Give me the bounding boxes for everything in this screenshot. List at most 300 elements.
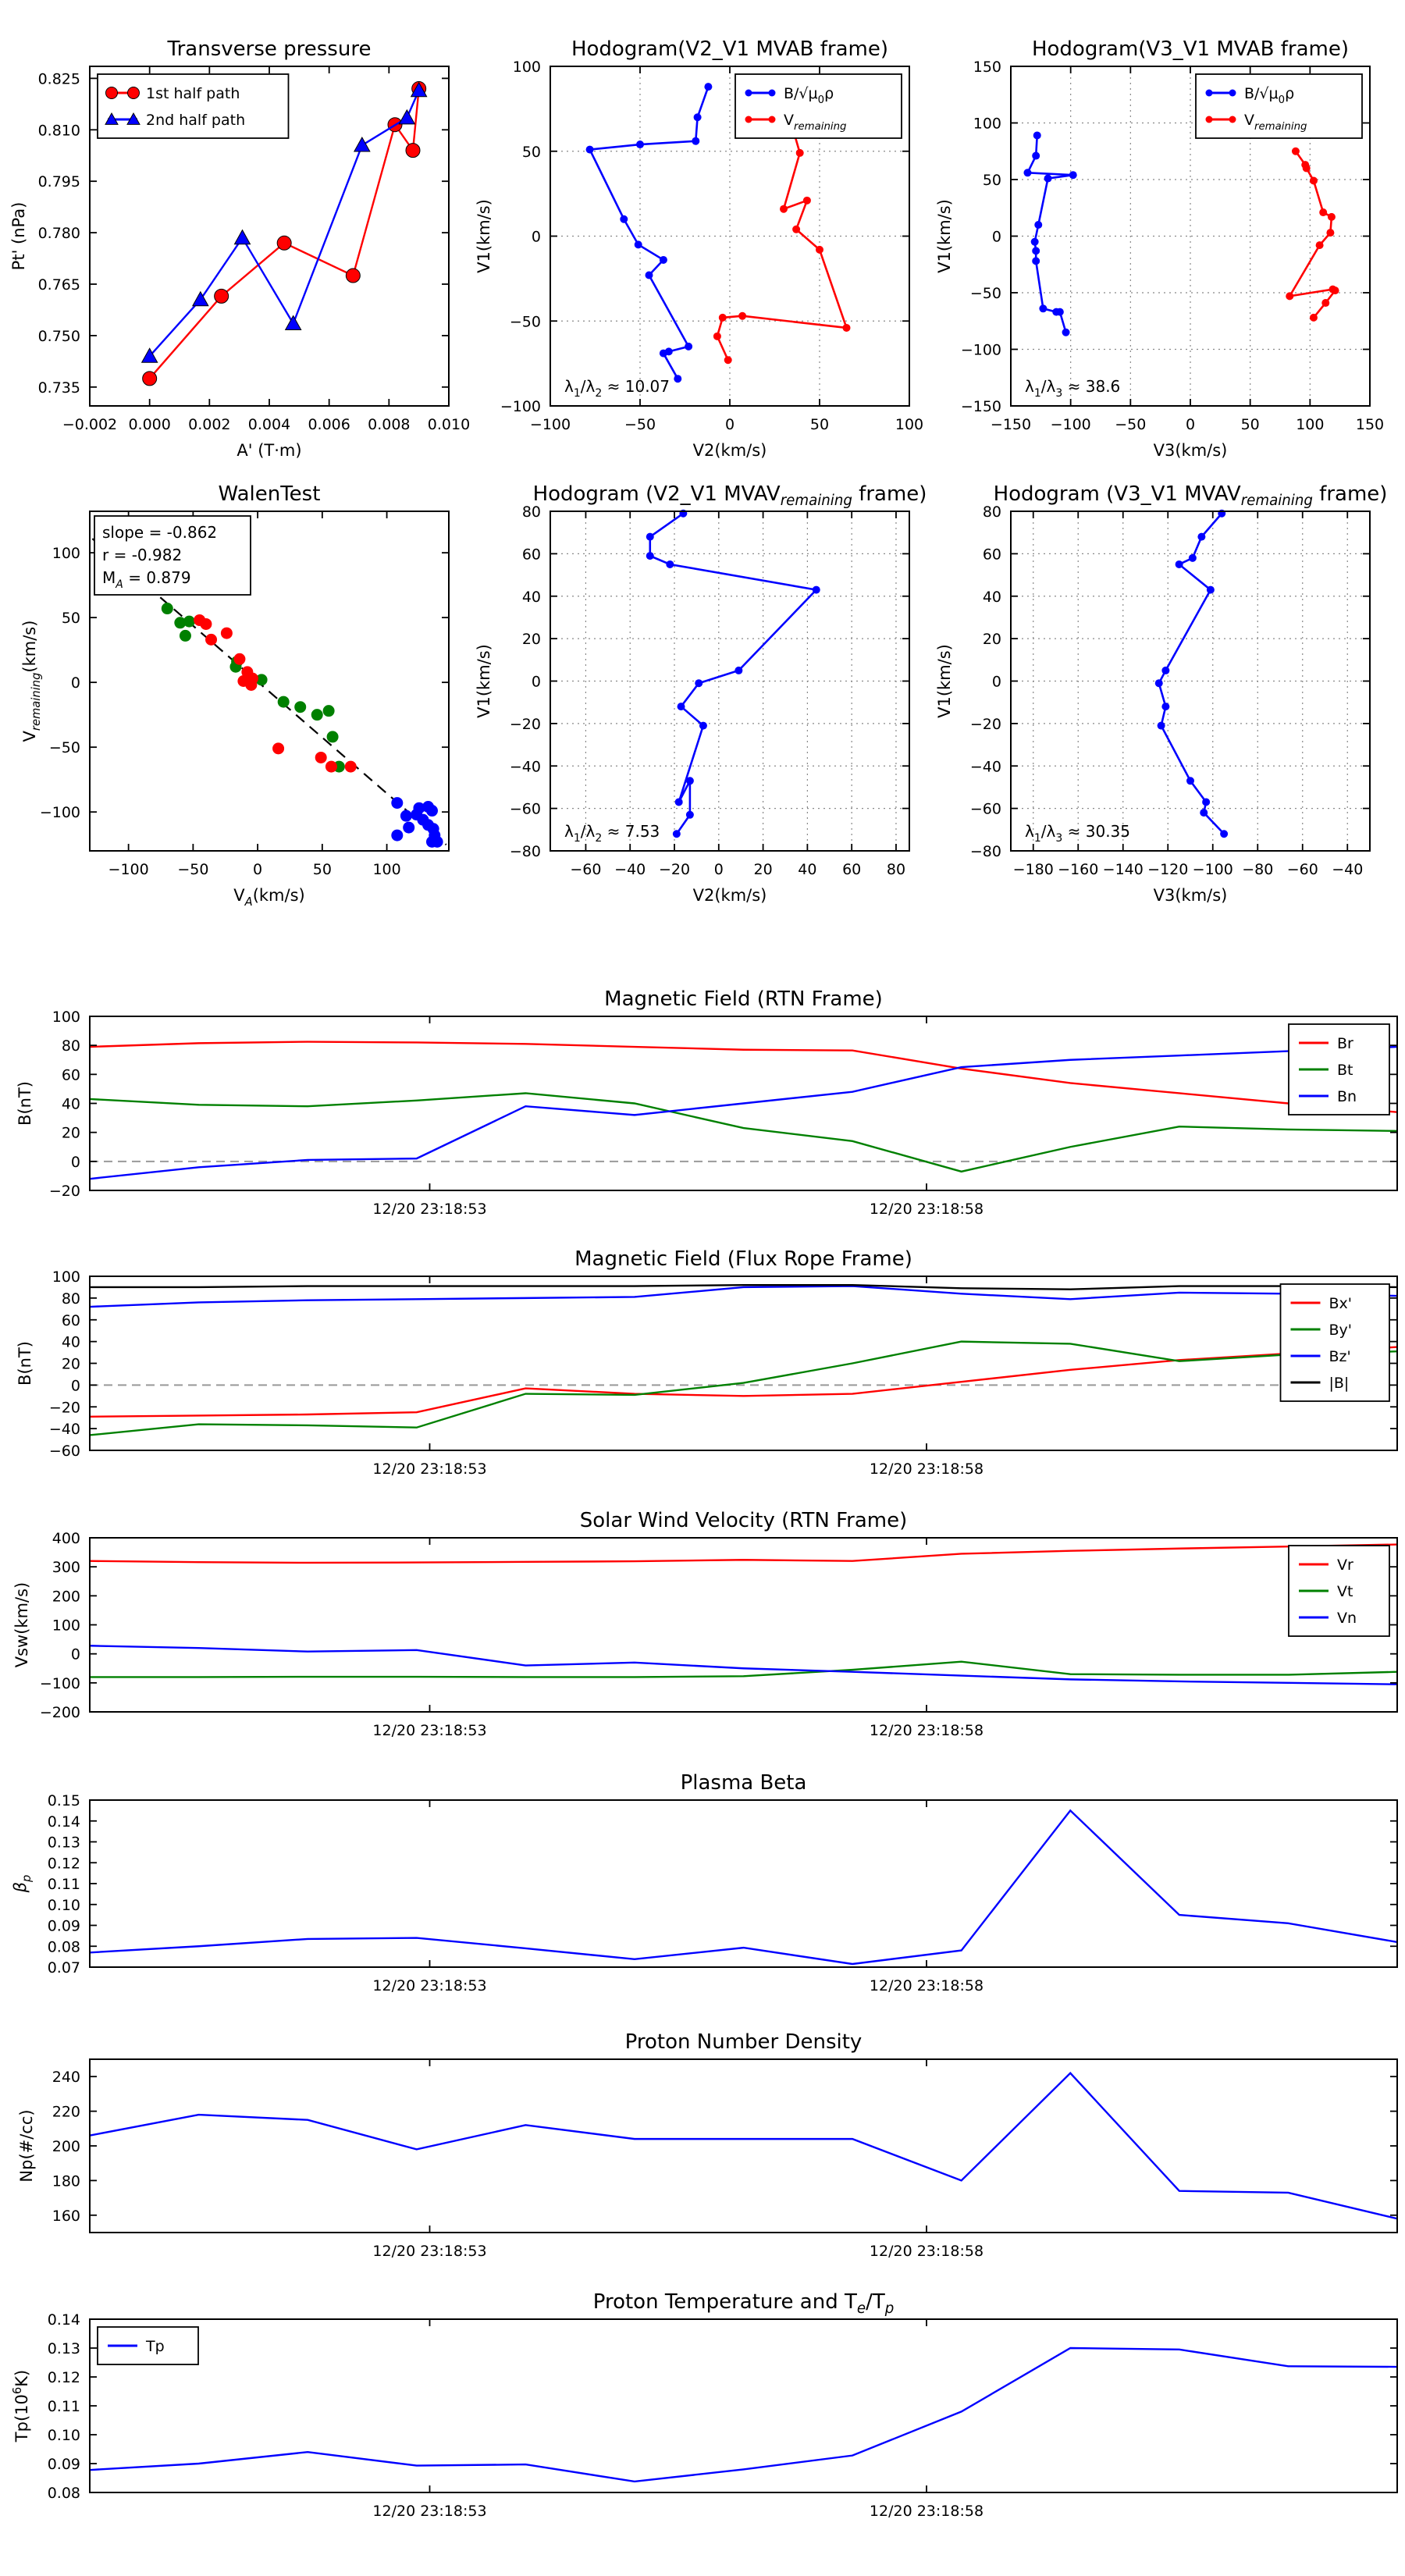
- text-run: −40: [509, 758, 541, 776]
- proton-density-ytick-label: [52, 2069, 80, 2086]
- marker-dot: [1032, 152, 1040, 160]
- marker-dot: [1161, 667, 1169, 674]
- vsw-rtn-ytick-label: [71, 1646, 80, 1663]
- vsw-rtn-ytick-label: [52, 1617, 80, 1635]
- text-run: −0.002: [62, 416, 118, 433]
- marker-dot: [1189, 554, 1197, 562]
- text-run: |B|: [1329, 1375, 1350, 1392]
- text-run: 0: [991, 673, 1001, 691]
- hodogram-v2v1-mvav-xlabel: [693, 886, 767, 905]
- hodogram-v3v1-mvav-ytick-label: [992, 674, 1001, 691]
- marker-triangle: [235, 230, 251, 244]
- text-run: 150: [1355, 416, 1385, 433]
- panel-hodogram-v3v1-mvav: [935, 482, 1387, 905]
- text-run: Solar Wind Velocity (RTN Frame): [579, 1509, 908, 1532]
- text-run: 40: [798, 861, 817, 878]
- text-run: 0.09: [47, 2456, 80, 2473]
- b-rtn-ytick-label: [62, 1096, 80, 1113]
- hodogram-v3v1-mvab-xtick-label: [1241, 416, 1260, 433]
- marker-dot: [813, 586, 820, 594]
- hodogram-v2v1-mvav-ytick-label: [522, 546, 541, 563]
- text-run: −20: [969, 715, 1001, 733]
- text-run: 20: [753, 861, 773, 878]
- text-run: −20: [48, 1399, 80, 1417]
- marker-dot: [1186, 777, 1194, 785]
- b-rtn-ytick-label: [62, 1037, 80, 1055]
- text-run: 50: [61, 610, 80, 628]
- text-run: 240: [52, 2069, 80, 2087]
- text-run: 0.08: [47, 1938, 80, 1956]
- marker-circle: [406, 144, 420, 158]
- marker-dot: [1207, 586, 1215, 594]
- b-fluxrope-ylabel: [16, 1341, 34, 1386]
- walen-test-ytick-label: [71, 674, 80, 692]
- marker-dot: [1326, 229, 1334, 237]
- hodogram-v2v1-mvab-ytick-label: [510, 313, 541, 330]
- text-run: −150: [990, 416, 1032, 433]
- hodogram-v2v1-mvav-xtick-label: [570, 861, 601, 878]
- b-fluxrope-ytick-label: [62, 1290, 80, 1308]
- proton-temp-ytick-label: [48, 2369, 80, 2386]
- text-run: Vn: [1337, 1610, 1357, 1627]
- transverse-pressure-xtick-label: [128, 416, 170, 433]
- text-run: p: [884, 2300, 895, 2317]
- marker-dot: [792, 226, 800, 233]
- legend-label: [1337, 1035, 1353, 1052]
- text-run: −40: [1332, 861, 1364, 878]
- text-run: remaining: [1240, 493, 1313, 509]
- hodogram-v2v1-mvav-ticks: [550, 511, 909, 851]
- text-run: 200: [52, 1588, 80, 1606]
- text-run: /λ: [580, 377, 596, 396]
- text-run: −100: [960, 341, 1001, 359]
- marker-triangle: [399, 110, 414, 124]
- text-run: remaining: [1254, 121, 1307, 133]
- hodogram-v3v1-mvav-ytick-label: [983, 631, 1001, 648]
- marker-dot: [221, 628, 233, 639]
- marker-dot: [1044, 175, 1052, 183]
- vsw-rtn-ytick-label: [52, 1588, 80, 1605]
- text-run: λ: [564, 822, 574, 841]
- marker-dot: [685, 343, 692, 350]
- marker-dot: [719, 314, 727, 322]
- hodogram-v2v1-mvav-xtick-label: [887, 861, 905, 878]
- hodogram-v2v1-mvab-series-B-trace: [586, 83, 713, 382]
- transverse-pressure-xlabel: [237, 441, 301, 460]
- text-run: 100: [52, 1268, 80, 1286]
- hodogram-v3v1-mvab-xtick-label: [1296, 416, 1324, 433]
- text-run: 1st half path: [146, 85, 240, 102]
- series-line: [90, 1047, 1397, 1179]
- text-run: M: [102, 568, 116, 587]
- text-run: 1: [573, 832, 581, 845]
- text-run: 20: [61, 1355, 80, 1373]
- text-run: 0.08: [47, 2485, 80, 2502]
- b-fluxrope-title: [574, 1247, 912, 1271]
- walen-test-stats-box: [94, 516, 251, 595]
- hodogram-v3v1-mvab-ytick-label: [992, 229, 1001, 246]
- text-run: −60: [509, 800, 541, 818]
- plasma-beta-title: [681, 1771, 807, 1795]
- text-run: 100: [973, 115, 1001, 133]
- text-run: Proton Temperature and T: [592, 2290, 857, 2314]
- text-run: −100: [529, 416, 571, 433]
- text-run: β: [11, 1881, 30, 1893]
- hodogram-v3v1-mvav-xtick-label: [1058, 861, 1098, 878]
- text-run: Bn: [1337, 1088, 1357, 1105]
- text-run: 6: [11, 2386, 24, 2395]
- text-run: /λ: [580, 822, 596, 841]
- hodogram-v3v1-mvav-ytick-label: [983, 589, 1001, 606]
- b-fluxrope-ytick-label: [62, 1312, 80, 1329]
- text-run: 0.10: [47, 2427, 80, 2444]
- hodogram-v2v1-mvav-frame: [550, 511, 909, 851]
- text-run: −50: [509, 313, 541, 331]
- transverse-pressure-ytick-label: [38, 328, 80, 345]
- marker-dot: [1321, 299, 1329, 307]
- text-run: 40: [521, 588, 541, 606]
- panel-hodogram-v3v1-mvab: [935, 37, 1384, 460]
- text-run: −140: [1102, 861, 1144, 878]
- hodogram-v3v1-mvab-lambda-annotation: [1025, 377, 1120, 400]
- marker-dot: [694, 113, 702, 121]
- hodogram-v3v1-mvab-ytick-label: [973, 59, 1001, 76]
- text-run: −100: [39, 1674, 80, 1692]
- text-run: −20: [48, 1183, 80, 1200]
- marker-dot: [660, 350, 667, 358]
- hodogram-v3v1-mvav-xtick-label: [1287, 861, 1318, 878]
- text-run: 180: [52, 2172, 80, 2190]
- marker-dot: [673, 830, 681, 838]
- text-run: 0.09: [47, 1917, 80, 1935]
- proton-temp-ylabel: [11, 2370, 31, 2443]
- marker-dot: [692, 137, 699, 145]
- text-run: −100: [1050, 416, 1091, 433]
- b-fluxrope-xtick-label: [870, 1461, 984, 1478]
- hodogram-v3v1-mvab-xtick-label: [1356, 416, 1384, 433]
- marker-dot: [816, 246, 823, 254]
- hodogram-v3v1-mvav-ytick-label: [970, 801, 1001, 818]
- marker-dot: [1303, 165, 1311, 173]
- text-run: Vr: [1337, 1557, 1353, 1574]
- proton-temp-xtick-label: [372, 2503, 486, 2520]
- hodogram-v2v1-mvab-legend: [735, 74, 902, 138]
- marker-dot: [1206, 116, 1213, 123]
- text-run: By': [1329, 1322, 1353, 1339]
- panel-plasma-beta: [11, 1771, 1397, 1994]
- hodogram-v2v1-mvav-title: [533, 482, 927, 509]
- hodogram-v3v1-mvab-ytick-label: [973, 116, 1001, 133]
- hodogram-v3v1-mvab-xtick-label: [1115, 416, 1146, 433]
- marker-dot: [1328, 213, 1336, 221]
- hodogram-v3v1-mvab-ylabel: [935, 199, 954, 273]
- text-run: −160: [1058, 861, 1099, 878]
- transverse-pressure-title: [167, 37, 372, 61]
- vsw-rtn-ticks: [90, 1538, 1397, 1712]
- hodogram-v3v1-mvav-ylabel: [935, 644, 954, 718]
- text-run: 100: [52, 1009, 80, 1026]
- text-run: 0.002: [188, 416, 231, 433]
- marker-dot: [1023, 169, 1031, 176]
- text-run: 40: [61, 1333, 80, 1351]
- text-run: A: [116, 578, 123, 591]
- text-run: −40: [969, 758, 1001, 776]
- text-run: 0: [713, 861, 724, 878]
- marker-dot: [803, 197, 811, 205]
- marker-circle: [128, 87, 140, 99]
- text-run: 0.008: [368, 416, 411, 433]
- hodogram-v3v1-mvav-xtick-label: [1103, 861, 1144, 878]
- transverse-pressure-xtick-label: [308, 416, 350, 433]
- hodogram-v3v1-mvab-ytick-label: [961, 398, 1001, 415]
- text-run: B(nT): [16, 1081, 34, 1126]
- hodogram-v2v1-mvav-ylabel: [475, 644, 493, 718]
- vsw-rtn-ylabel: [12, 1582, 31, 1668]
- marker-dot: [345, 761, 357, 773]
- marker-dot: [735, 667, 742, 674]
- hodogram-v3v1-mvab-xtick-label: [1186, 416, 1195, 433]
- marker-dot: [400, 810, 412, 822]
- marker-dot: [1229, 116, 1236, 123]
- text-run: 20: [982, 631, 1001, 649]
- marker-dot: [675, 798, 683, 806]
- text-run: V3(km/s): [1153, 441, 1228, 460]
- text-run: −60: [570, 861, 602, 878]
- panel-walen-test: [20, 482, 449, 909]
- text-run: 100: [512, 59, 541, 76]
- text-run: frame): [852, 482, 927, 506]
- marker-dot: [426, 805, 438, 817]
- text-run: 0: [70, 1153, 80, 1171]
- hodogram-v3v1-mvab-ytick-label: [983, 172, 1001, 189]
- hodogram-v3v1-mvav-title: [994, 482, 1388, 509]
- hodogram-v3v1-mvav-ytick-label: [983, 503, 1001, 521]
- hodogram-v2v1-mvav-ytick-label: [510, 758, 541, 775]
- b-fluxrope-ytick-label: [71, 1377, 80, 1394]
- hodogram-v3v1-mvab-ytick-label: [961, 342, 1001, 359]
- transverse-pressure-xtick-label: [428, 416, 470, 433]
- legend-label: [1329, 1322, 1353, 1339]
- b-rtn-series-Bn: [90, 1047, 1397, 1179]
- text-run: −20: [658, 861, 691, 878]
- text-run: −50: [1115, 416, 1147, 433]
- hodogram-v3v1-mvab-ytick-label: [970, 285, 1001, 302]
- vsw-rtn-series-Vr: [90, 1545, 1397, 1563]
- series-line: [90, 1342, 1397, 1436]
- series-line: [650, 514, 816, 834]
- text-run: (km/s): [20, 620, 39, 673]
- walen-test-xtick-label: [108, 861, 149, 878]
- marker-dot: [843, 324, 851, 332]
- plasma-beta-ytick-label: [48, 1792, 80, 1809]
- text-run: ≈ 38.6: [1062, 377, 1121, 396]
- text-run: −80: [1242, 861, 1274, 878]
- marker-circle: [143, 372, 157, 386]
- vsw-rtn-xtick-label: [870, 1722, 984, 1739]
- plasma-beta-ytick-label: [48, 1834, 80, 1852]
- text-run: Bz': [1329, 1348, 1351, 1365]
- marker-dot: [278, 696, 290, 708]
- hodogram-v3v1-mvav-xtick-label: [1147, 861, 1188, 878]
- b-fluxrope-ytick-label: [52, 1268, 80, 1286]
- hodogram-v2v1-mvav-ytick-label: [522, 589, 541, 606]
- marker-dot: [1032, 257, 1040, 265]
- b-rtn-series-Br: [90, 1042, 1397, 1112]
- text-run: 150: [973, 59, 1001, 76]
- legend-label: [1329, 1348, 1351, 1365]
- hodogram-v2v1-mvab-lambda-annotation: [564, 377, 670, 400]
- text-run: −150: [960, 398, 1001, 415]
- proton-temp-ytick-label: [48, 2456, 80, 2473]
- text-run: ≈ 30.35: [1062, 822, 1130, 841]
- vsw-rtn-xtick-label: [372, 1722, 486, 1739]
- text-run: frame): [1312, 482, 1388, 506]
- text-run: 50: [521, 143, 541, 161]
- transverse-pressure-ytick-label: [38, 173, 80, 190]
- vsw-rtn-ytick-label: [52, 1559, 80, 1576]
- marker-dot: [432, 836, 443, 848]
- text-run: remaining: [794, 121, 847, 133]
- text-run: 400: [52, 1530, 80, 1547]
- marker-dot: [1206, 90, 1213, 97]
- text-run: 220: [52, 2103, 80, 2121]
- transverse-pressure-xtick-label: [368, 416, 410, 433]
- series-line: [90, 1545, 1397, 1563]
- vsw-rtn-ytick-label: [52, 1530, 80, 1547]
- text-run: 80: [521, 503, 541, 521]
- text-run: p: [20, 1874, 34, 1882]
- proton-temp-ytick-label: [48, 2427, 80, 2444]
- marker-triangle: [286, 316, 301, 330]
- hodogram-v2v1-mvab-title: [571, 37, 888, 61]
- text-run: −200: [39, 1704, 80, 1721]
- panel-hodogram-v2v1-mvab: [475, 37, 923, 460]
- marker-dot: [620, 215, 628, 223]
- plasma-beta-ytick-label: [48, 1938, 80, 1955]
- marker-dot: [391, 830, 403, 841]
- text-run: 80: [61, 1037, 80, 1055]
- proton-temp-ytick-label: [48, 2485, 80, 2502]
- text-run: −60: [969, 800, 1001, 818]
- marker-dot: [1310, 176, 1318, 184]
- hodogram-v2v1-mvab-xtick-label: [810, 416, 829, 433]
- marker-circle: [215, 289, 229, 303]
- text-run: 12/20 23:18:53: [372, 1461, 487, 1478]
- text-run: 12/20 23:18:53: [372, 2243, 487, 2260]
- text-run: −50: [48, 739, 80, 757]
- b-rtn-ytick-label: [62, 1066, 80, 1083]
- text-run: B/√μ: [1244, 85, 1279, 102]
- text-run: /T: [866, 2290, 885, 2314]
- text-run: Tp(10: [12, 2394, 31, 2443]
- hodogram-v2v1-mvab-xtick-label: [725, 416, 735, 433]
- transverse-pressure-ytick-label: [38, 122, 80, 139]
- walen-test-ytick-label: [62, 610, 80, 627]
- marker-dot: [325, 761, 337, 773]
- marker-dot: [635, 240, 642, 248]
- text-run: Proton Number Density: [624, 2030, 863, 2054]
- b-fluxrope-series-Bx': [90, 1347, 1397, 1417]
- marker-dot: [769, 116, 776, 123]
- text-run: −50: [969, 285, 1001, 302]
- proton-temp-frame: [90, 2319, 1397, 2492]
- text-run: 0.14: [47, 2311, 80, 2329]
- text-run: K): [12, 2369, 31, 2387]
- transverse-pressure-ylabel: [9, 202, 28, 271]
- text-run: V: [1244, 112, 1254, 129]
- text-run: λ: [1025, 822, 1034, 841]
- transverse-pressure-xtick-label: [62, 416, 117, 433]
- marker-circle: [106, 87, 118, 99]
- b-rtn-xtick-label: [372, 1201, 486, 1218]
- hodogram-v3v1-mvav-ticks: [1011, 511, 1370, 851]
- text-run: λ: [564, 377, 574, 396]
- plasma-beta-ytick-label: [48, 1897, 80, 1914]
- hodogram-v3v1-mvav-ytick-label: [970, 716, 1001, 733]
- text-run: 50: [312, 861, 332, 878]
- text-run: 40: [982, 588, 1001, 606]
- hodogram-v2v1-mvav-xtick-label: [659, 861, 690, 878]
- text-run: 40: [61, 1095, 80, 1113]
- b-fluxrope-series-By': [90, 1342, 1397, 1436]
- text-run: 0.000: [128, 416, 171, 433]
- text-run: 1: [573, 387, 581, 400]
- transverse-pressure-ytick-label: [38, 70, 80, 87]
- text-run: V1(km/s): [935, 644, 954, 718]
- text-run: Vt: [1337, 1583, 1353, 1600]
- hodogram-v2v1-mvav-ytick-label: [522, 631, 541, 648]
- marker-dot: [636, 141, 644, 148]
- hodogram-v3v1-mvav-ytick-label: [983, 546, 1001, 563]
- text-run: 12/20 23:18:58: [869, 1722, 984, 1739]
- hodogram-v2v1-mvab-ytick-label: [532, 229, 541, 246]
- text-run: 0.010: [427, 416, 471, 433]
- text-run: V1(km/s): [935, 199, 954, 273]
- text-run: −100: [39, 804, 80, 822]
- text-run: −100: [108, 861, 149, 878]
- marker-dot: [704, 83, 712, 91]
- text-run: −50: [177, 861, 209, 878]
- legend-label: [146, 85, 240, 102]
- walen-test-title: [219, 482, 321, 506]
- text-run: 300: [52, 1559, 80, 1577]
- text-run: 100: [1296, 416, 1325, 433]
- proton-density-ylabel: [17, 2109, 36, 2182]
- text-run: 100: [52, 1617, 80, 1635]
- text-run: 0.750: [37, 327, 80, 345]
- hodogram-v2v1-mvav-series-V-trace: [646, 510, 820, 838]
- hodogram-v2v1-mvab-ylabel: [475, 199, 493, 273]
- marker-dot: [745, 116, 752, 123]
- text-run: Hodogram (V3_V1 MVAV: [993, 482, 1241, 506]
- text-run: Hodogram (V2_V1 MVAV: [532, 482, 781, 506]
- marker-dot: [586, 146, 594, 154]
- walen-test-xtick-label: [372, 861, 400, 878]
- marker-triangle: [193, 292, 208, 306]
- hodogram-v2v1-mvav-ytick-label: [510, 801, 541, 818]
- text-run: V: [20, 731, 39, 742]
- text-run: 0.006: [308, 416, 350, 433]
- plasma-beta-ytick-label: [48, 1855, 80, 1872]
- hodogram-v2v1-mvav-xtick-label: [798, 861, 816, 878]
- text-run: V2(km/s): [692, 886, 767, 905]
- proton-density-ytick-label: [52, 2172, 80, 2190]
- b-fluxrope-ytick-label: [62, 1356, 80, 1373]
- text-run: Magnetic Field (RTN Frame): [604, 987, 883, 1011]
- text-run: 12/20 23:18:53: [372, 1201, 487, 1218]
- panel-proton-density: [17, 2030, 1397, 2260]
- text-run: 0.14: [47, 1813, 80, 1831]
